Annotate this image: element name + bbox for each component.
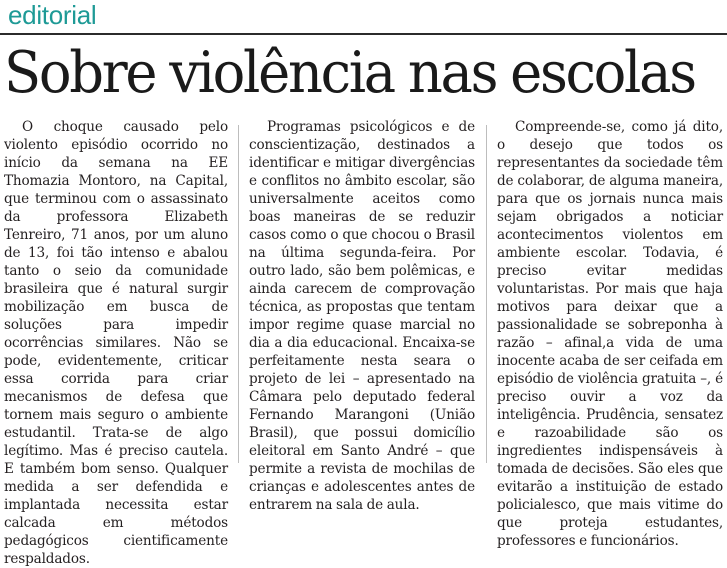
- column-divider: [486, 125, 487, 463]
- header-rule: [0, 33, 727, 35]
- article-column-1: [4, 118, 228, 567]
- paragraph: O choque causado pelo violento episódio ocorrido no início da semana na EE Thomazia Montoro, na Capital, que terminou com o assassinato da professora Elizabeth Tenreiro, 71 anos, por um aluno de 13, foi tão intenso e abalou tanto o seio da comunidade brasileira que é natural surgir mobilização em busca de soluções para impedir ocorrências similares. Não se pode, evidentemente, criticar essa corrida para criar mecanismos de defesa que tornem mais seguro o ambiente estudantil. Trata-se de algo legítimo. Mas é preciso cautela. E também bom senso. Qualquer medida a ser defendida e implantada necessita estar calcada em métodos pedagógicos cientificamente respaldados.: [4, 119, 228, 567]
- column-divider: [238, 125, 239, 463]
- paragraph: Programas psicológicos e de conscientização, destinados a identificar e mitigar divergências e conflitos no âmbito escolar, são universalmente aceitos como boas maneiras de se reduzir casos como o que chocou o Brasil na última segunda-feira. Por outro lado, são bem polêmicas, e ainda carecem de comprovação técnica, as propostas que tentam impor regime quase marcial no dia a dia educacional. Encaixa-se perfeitamente nesta seara o projeto de lei – apresentado na Câmara pelo deputado federal Fernando Marangoni (União Brasil), que possui domicílio eleitoral em Santo André – que permite a revista de mochilas de crianças e adolescentes antes de entrarem na sala de aula.: [249, 119, 475, 513]
- article-column-2: [249, 118, 475, 513]
- section-label: editorial: [8, 0, 97, 30]
- paragraph: Compreende-se, como já dito, o desejo que todos os representantes da sociedade têm de colaborar, de alguma maneira, para que os jornais nunca mais sejam obrigados a noticiar acontecimentos violentos em ambiente escolar. Todavia, é preciso evitar medidas voluntaristas. Por mais que haja motivos para deixar que a passionalidade se sobreponha à razão – afinal,a vida de uma inocente acaba de ser ceifada em episódio de violência gratuita –, é preciso ouvir a voz da inteligência. Prudência, sensatez e razoabilidade são os ingredientes indispensáveis à tomada de decisões. São eles que evitarão a instituição de estado policialesco, que mais vitime do que proteja estudantes, professores e funcionários.: [497, 119, 723, 549]
- headline: Sobre violência nas escolas: [4, 40, 695, 106]
- article-column-3: [497, 118, 723, 549]
